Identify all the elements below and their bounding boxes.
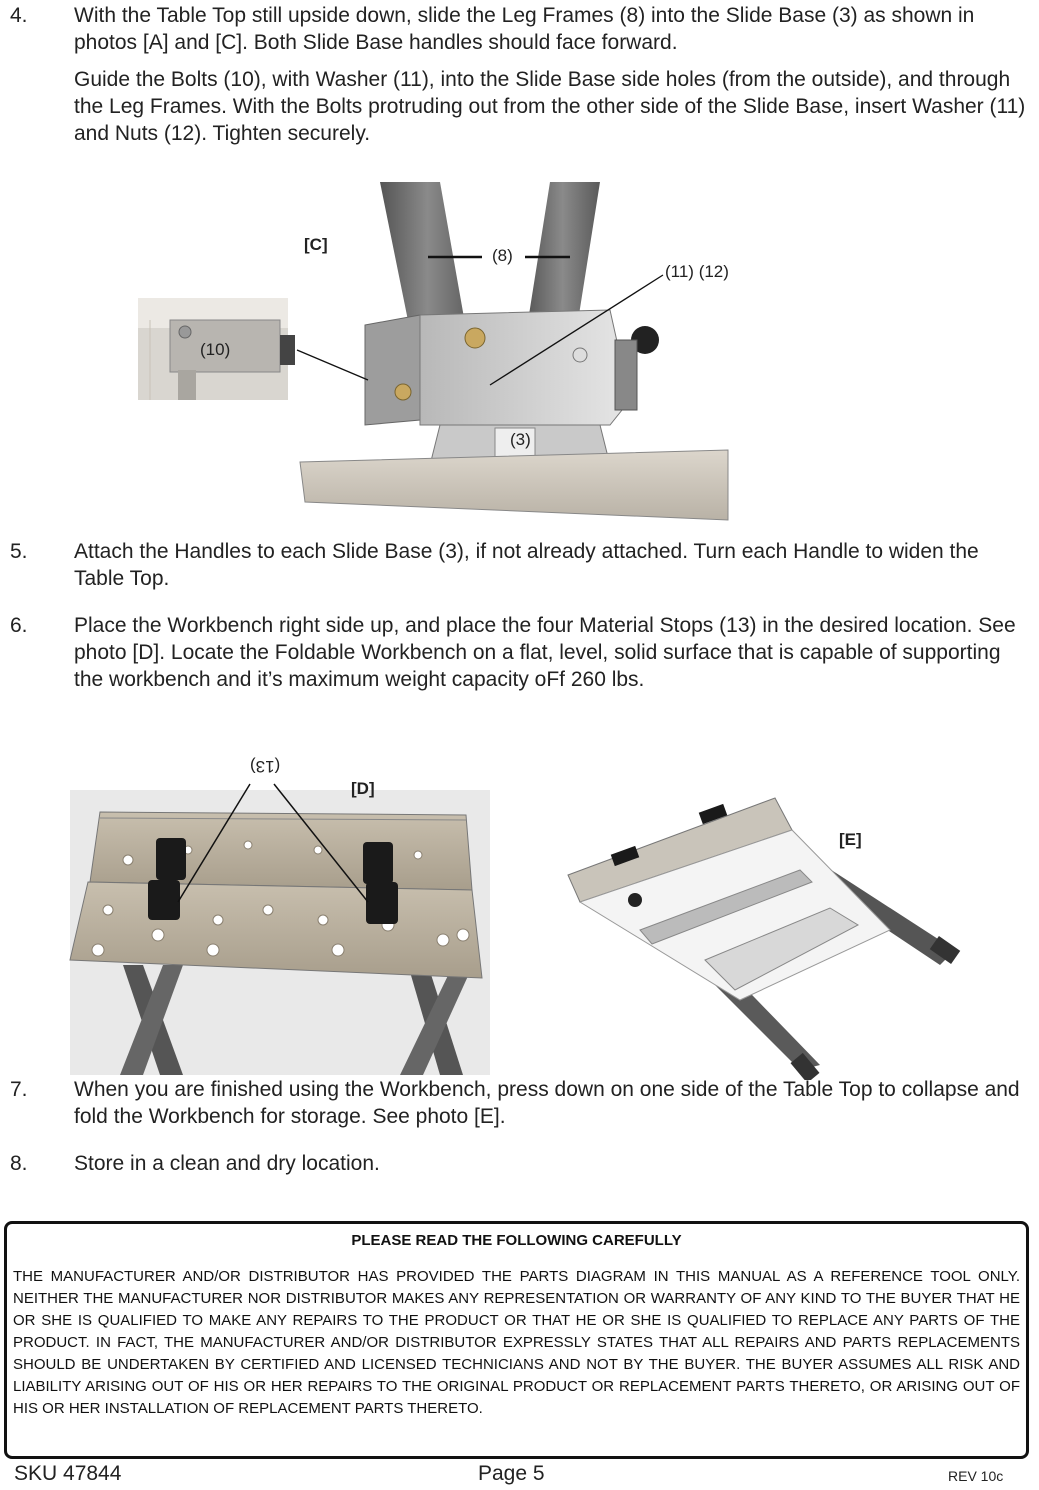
- callout-slide-base: (3): [510, 430, 531, 449]
- figure-e: [560, 790, 980, 1080]
- material-stop: [363, 842, 393, 884]
- disclaimer-heading: PLEASE READ THE FOLLOWING CAREFULLY: [351, 1232, 682, 1249]
- step-text: Guide the Bolts (10), with Washer (11), into the Slide Base side holes (from the outside), and through the Leg Frames. With the Bolts protruding out from the other side of the Slide Base, insert Washer (11) and Nuts (12). Tighten securely.: [74, 68, 1026, 145]
- figure-c-label: [C]: [304, 235, 328, 254]
- step-number: 4.: [10, 4, 28, 27]
- step-number: 7.: [10, 1078, 28, 1101]
- step-7: [10, 1076, 1030, 1130]
- step-text: When you are finished using the Workbench, press down on one side of the Table Top to collapse and fold the Workbench for storage. See photo [E].: [74, 1078, 1020, 1128]
- slide-base-side: [365, 315, 420, 425]
- table-top-rear: [90, 812, 472, 890]
- figure-d: [68, 750, 493, 1075]
- step-number: 8.: [10, 1152, 28, 1175]
- step-8: [10, 1150, 1030, 1177]
- footer-revision: REV 10c: [948, 1468, 1004, 1484]
- material-stop: [366, 882, 398, 924]
- step-4: [10, 2, 1030, 147]
- footer-sku: SKU 47844: [14, 1462, 122, 1485]
- callout-material-stop: (13): [250, 757, 281, 776]
- material-stop: [156, 838, 186, 880]
- callout-washer-nut: (11) (12): [665, 262, 729, 281]
- step-text: Attach the Handles to each Slide Base (3), if not already attached. Turn each Handle to widen the Table Top.: [74, 540, 979, 590]
- figure-e-label: [E]: [839, 830, 862, 849]
- table-top-edge: [300, 450, 728, 520]
- callout-bolt: (10): [200, 340, 231, 359]
- figure-d-illustration: [68, 750, 493, 1075]
- step-5: [10, 538, 1030, 592]
- disclaimer-text: THE MANUFACTURER AND/OR DISTRIBUTOR HAS PROVIDED THE PARTS DIAGRAM IN THIS MANUAL AS A REFERENCE TOOL ONLY. NEITHER THE MANUFACTURER NOR DISTRIBUTOR MAKES ANY REPRESENTATION OR WARRANTY OF ANY KIND TO THE BUYER THAT HE OR SHE IS QUALIFIED TO MAKE ANY REPAIRS TO THE PRODUCT OR THAT HE OR SHE IS QUALIFIED TO REPLACE ANY PARTS OF THE PRODUCT. IN FACT, THE MANUFACTURER AND/OR DISTRIBUTOR EXPRESSLY STATES THAT ALL REPAIRS AND PARTS REPLACEMENTS SHOULD BE UNDERTAKEN BY CERTIFIED AND LICENSED TECHNICIANS AND NOT BY THE BUYER. THE BUYER ASSUMES ALL RISK AND LIABILITY ARISING OUT OF HIS OR HER REPAIRS TO THE ORIGINAL PRODUCT OR REPLACEMENT PARTS THERETO, OR ARISING OUT OF HIS OR HER INSTALLATION OF REPLACEMENT PARTS THERETO.: [13, 1268, 1020, 1417]
- callout-leg-frame: (8): [492, 246, 513, 265]
- disclaimer-box: [4, 1221, 1029, 1459]
- step-6: [10, 612, 1030, 693]
- figure-c: [130, 180, 750, 525]
- step-text: Store in a clean and dry location.: [74, 1152, 380, 1175]
- step-number: 5.: [10, 540, 28, 563]
- step-number: 6.: [10, 614, 28, 637]
- step-text: With the Table Top still upside down, slide the Leg Frames (8) into the Slide Base (3) as shown in photos [A] and [C]. Both Slide Base handles should face forward.: [74, 4, 975, 54]
- figure-e-illustration: [560, 790, 980, 1080]
- slide-base-plate: [420, 310, 630, 425]
- footer-page-number: Page 5: [478, 1462, 545, 1485]
- material-stop: [148, 880, 180, 920]
- step-text: Place the Workbench right side up, and place the four Material Stops (13) in the desired location. See photo [D]. Locate the Foldable Workbench on a flat, level, solid surface that is capable of supporting the workbench and it’s maximum weight capacity oFf 260 lbs.: [74, 614, 1016, 691]
- figure-d-label: [D]: [351, 779, 375, 798]
